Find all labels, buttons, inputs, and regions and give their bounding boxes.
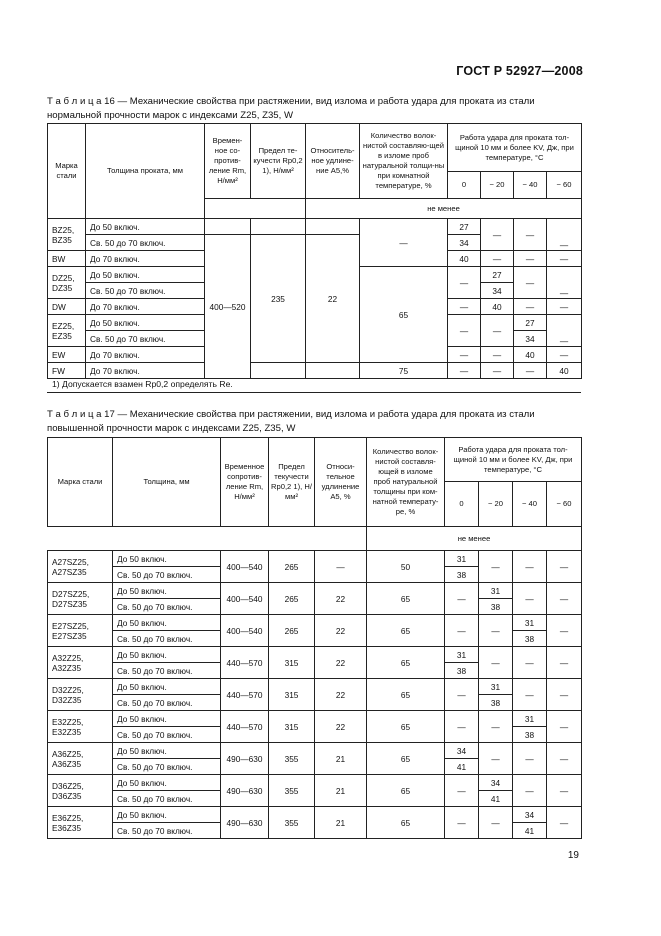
kv-cell: — [513, 551, 547, 583]
kv-cell: — [547, 347, 582, 363]
temp-minus-60: − 60 [547, 482, 582, 527]
table-row [48, 219, 582, 235]
kv-cell: — [547, 299, 582, 315]
kv-cell: 34 [514, 331, 547, 347]
kv-cell: — [547, 219, 582, 251]
tensile-cell: 490—630 [221, 775, 269, 807]
kv-cell: 38 [445, 663, 479, 679]
kv-cell: — [448, 299, 481, 315]
kv-cell: — [547, 583, 582, 615]
fibrous-cell: — [360, 219, 448, 267]
table-row [48, 775, 582, 791]
table-17-caption: Т а б л и ц а 17 — Механические свойства при растяжении, вид излома и работа удара для проката из стали повышенной прочности марок с индексами Z25, Z35, W [47, 409, 535, 434]
kv-cell: 31 [479, 583, 513, 599]
header-grade: Марка стали [48, 438, 113, 527]
kv-cell: 31 [513, 711, 547, 727]
thickness-cell: До 50 включ. [113, 647, 221, 663]
kv-cell: — [547, 775, 582, 807]
thickness-cell: Св. 50 до 70 включ. [86, 331, 205, 347]
tensile-cell: 400—540 [221, 615, 269, 647]
kv-cell: — [481, 363, 514, 379]
kv-cell: — [445, 775, 479, 807]
fibrous-cell: 65 [367, 711, 445, 743]
elongation-cell: 21 [315, 775, 367, 807]
grade-cell: BW [48, 251, 86, 267]
elongation-cell: 21 [315, 743, 367, 775]
temp-minus-20: − 20 [481, 172, 514, 199]
fibrous-cell: 65 [367, 583, 445, 615]
yield-cell: 235 [251, 235, 306, 363]
elongation-cell [306, 219, 360, 235]
kv-cell: — [479, 615, 513, 647]
thickness-cell: До 50 включ. [86, 315, 205, 331]
tensile-cell [205, 219, 251, 235]
fibrous-cell: 65 [367, 775, 445, 807]
elongation-cell: 22 [315, 679, 367, 711]
elongation-cell: 22 [306, 235, 360, 363]
grade-cell: DW [48, 299, 86, 315]
kv-cell: — [547, 711, 582, 743]
kv-cell: — [513, 679, 547, 711]
yield-cell: 355 [269, 743, 315, 775]
grade-cell: DZ25, DZ35 [48, 267, 86, 299]
elongation-cell: 21 [315, 807, 367, 839]
not-less-label: не менее [367, 527, 582, 551]
grade-cell: EZ25, EZ35 [48, 315, 86, 347]
header-elongation: Относитель-ное удлине-ние A5,% [306, 124, 360, 199]
grade-cell: D27SZ25, D27SZ35 [48, 583, 113, 615]
grade-cell: E32Z25, E32Z35 [48, 711, 113, 743]
thickness-cell: Св. 50 до 70 включ. [113, 599, 221, 615]
table-row [48, 363, 582, 379]
tensile-cell: 400—540 [221, 551, 269, 583]
tensile-cell: 490—630 [221, 743, 269, 775]
kv-cell: 27 [448, 219, 481, 235]
header-impact-work: Работа удара для проката тол-щиной 10 мм и более KV, Дж, при температуре, °С [445, 438, 582, 482]
fibrous-cell: 65 [367, 647, 445, 679]
kv-cell: — [445, 583, 479, 615]
kv-cell: — [445, 807, 479, 839]
grade-cell: A32Z25, A32Z35 [48, 647, 113, 679]
kv-cell: — [479, 807, 513, 839]
kv-cell: — [547, 267, 582, 299]
thickness-cell: Св. 50 до 70 включ. [113, 759, 221, 775]
yield-cell [251, 219, 306, 235]
grade-cell: E27SZ25, E27SZ35 [48, 615, 113, 647]
kv-cell: — [481, 219, 514, 251]
kv-cell: — [479, 743, 513, 775]
kv-cell: — [479, 711, 513, 743]
header-thickness: Толщина проката, мм [86, 124, 205, 219]
elongation-cell: 22 [315, 711, 367, 743]
kv-cell: — [481, 315, 514, 347]
table-row [48, 551, 582, 567]
thickness-cell: До 50 включ. [113, 807, 221, 823]
header-impact-work: Работа удара для проката тол-щиной 10 мм и более KV, Дж, при температуре, °С [448, 124, 582, 172]
thickness-cell: До 50 включ. [86, 267, 205, 283]
tensile-cell: 400—540 [221, 583, 269, 615]
tensile-cell: 490—630 [221, 807, 269, 839]
yield-cell: 315 [269, 679, 315, 711]
yield-cell: 315 [269, 647, 315, 679]
kv-cell: 34 [445, 743, 479, 759]
tensile-cell: 440—570 [221, 647, 269, 679]
thickness-cell: До 70 включ. [86, 299, 205, 315]
kv-cell: 34 [481, 283, 514, 299]
elongation-cell: 22 [315, 615, 367, 647]
tensile-cell: 440—570 [221, 711, 269, 743]
fibrous-cell: 65 [367, 615, 445, 647]
fibrous-cell: 65 [367, 807, 445, 839]
kv-cell: — [448, 315, 481, 347]
header-yield-strength: Предел текучести Rp0,2 1), Н/мм² [269, 438, 315, 527]
header-tensile-strength: Времен-ное со-против-ление Rm, Н/мм² [205, 124, 251, 199]
kv-cell: 40 [547, 363, 582, 379]
kv-cell: — [547, 251, 582, 267]
temp-minus-60: − 60 [547, 172, 582, 199]
kv-cell: — [547, 647, 582, 679]
thickness-cell: До 70 включ. [86, 251, 205, 267]
kv-cell: 38 [445, 567, 479, 583]
header-elongation: Относи-тельное удлинение A5, % [315, 438, 367, 527]
kv-cell: 41 [445, 759, 479, 775]
header-grade: Марка стали [48, 124, 86, 219]
kv-cell: — [513, 775, 547, 807]
fibrous-cell: 65 [367, 743, 445, 775]
table-16-bottom-rule [47, 392, 581, 393]
temp-minus-40: − 40 [514, 172, 547, 199]
not-less-label: не менее [306, 199, 582, 219]
thickness-cell: До 50 включ. [113, 551, 221, 567]
thickness-cell: Св. 50 до 70 включ. [86, 235, 205, 251]
table-row [48, 743, 582, 759]
elongation-cell: 22 [315, 583, 367, 615]
thickness-cell: Св. 50 до 70 включ. [113, 823, 221, 839]
thickness-cell: До 50 включ. [113, 615, 221, 631]
kv-cell: — [547, 551, 582, 583]
table-17 [47, 437, 582, 839]
kv-cell: 38 [479, 695, 513, 711]
kv-cell: — [513, 583, 547, 615]
table-16-footnote: 1) Допускается взамен Rp0,2 определять Re. [52, 379, 233, 389]
grade-cell: EW [48, 347, 86, 363]
thickness-cell: До 50 включ. [113, 711, 221, 727]
thickness-cell: До 70 включ. [86, 347, 205, 363]
kv-cell: — [514, 299, 547, 315]
fibrous-cell: 65 [360, 267, 448, 363]
kv-cell: 40 [481, 299, 514, 315]
fibrous-cell: 75 [360, 363, 448, 379]
thickness-cell: Св. 50 до 70 включ. [113, 567, 221, 583]
header-fibrous-fraction: Количество волок-нистой составляю-щей в изломе проб натуральной толщи-ны при комнатной температуре, % [360, 124, 448, 199]
thickness-cell: До 50 включ. [86, 219, 205, 235]
tensile-cell: 440—570 [221, 679, 269, 711]
kv-cell: — [513, 647, 547, 679]
thickness-cell: До 50 включ. [113, 743, 221, 759]
kv-cell: — [481, 251, 514, 267]
kv-cell: — [448, 267, 481, 299]
fibrous-cell: 50 [367, 551, 445, 583]
grade-cell: D32Z25, D32Z35 [48, 679, 113, 711]
kv-cell: — [445, 679, 479, 711]
kv-cell: — [479, 551, 513, 583]
temp-minus-20: − 20 [479, 482, 513, 527]
kv-cell: 31 [513, 615, 547, 631]
kv-cell: 41 [479, 791, 513, 807]
thickness-cell: Св. 50 до 70 включ. [113, 663, 221, 679]
thickness-cell: Св. 50 до 70 включ. [113, 727, 221, 743]
kv-cell: — [481, 347, 514, 363]
kv-cell: — [514, 267, 547, 299]
thickness-cell: До 50 включ. [113, 775, 221, 791]
header-thickness: Толщина, мм [113, 438, 221, 527]
table-row [48, 583, 582, 599]
kv-cell: 40 [514, 347, 547, 363]
header-tensile-strength: Временное сопротив-ление Rm, Н/мм² [221, 438, 269, 527]
yield-cell: 265 [269, 583, 315, 615]
grade-cell: A36Z25, A36Z35 [48, 743, 113, 775]
thickness-cell: Св. 50 до 70 включ. [113, 791, 221, 807]
kv-cell: — [547, 315, 582, 347]
yield-cell: 355 [269, 775, 315, 807]
document-header: ГОСТ Р 52927—2008 [456, 64, 583, 78]
thickness-cell: Св. 50 до 70 включ. [86, 283, 205, 299]
table-row [48, 679, 582, 695]
kv-cell: 41 [513, 823, 547, 839]
kv-cell: — [479, 647, 513, 679]
grade-cell: D36Z25, D36Z35 [48, 775, 113, 807]
fibrous-cell: 65 [367, 679, 445, 711]
kv-cell: — [547, 807, 582, 839]
yield-cell: 355 [269, 807, 315, 839]
kv-cell: — [445, 615, 479, 647]
kv-cell: — [547, 743, 582, 775]
kv-cell: — [513, 743, 547, 775]
elongation-cell: 22 [315, 647, 367, 679]
thickness-cell: Св. 50 до 70 включ. [113, 631, 221, 647]
kv-cell: 34 [513, 807, 547, 823]
yield-cell: 265 [269, 551, 315, 583]
kv-cell: — [445, 711, 479, 743]
kv-cell: 31 [445, 647, 479, 663]
kv-cell: — [448, 347, 481, 363]
kv-cell: — [547, 679, 582, 711]
table-row [48, 615, 582, 631]
header-fibrous-fraction: Количество волок-нистой составля-ющей в изломе проб натуральной толщины при ком-натной температу-ре, % [367, 438, 445, 527]
grade-cell: FW [48, 363, 86, 379]
kv-cell: 38 [513, 631, 547, 647]
yield-cell [251, 363, 306, 379]
grade-cell: E36Z25, E36Z35 [48, 807, 113, 839]
kv-cell: 27 [481, 267, 514, 283]
yield-cell: 265 [269, 615, 315, 647]
elongation-cell [306, 363, 360, 379]
table-16-caption: Т а б л и ц а 16 — Механические свойства при растяжении, вид излома и работа удара для проката из стали нормальной прочности марок с индексами Z25, Z35, W [47, 96, 535, 121]
header-yield-strength: Предел те-кучести Rp0,2 1), Н/мм² [251, 124, 306, 199]
kv-cell: 38 [513, 727, 547, 743]
grade-cell: A27SZ25, A27SZ35 [48, 551, 113, 583]
yield-cell: 315 [269, 711, 315, 743]
tensile-cell: 400—520 [205, 235, 251, 379]
kv-cell: 34 [448, 235, 481, 251]
thickness-cell: До 50 включ. [113, 583, 221, 599]
grade-cell: BZ25, BZ35 [48, 219, 86, 251]
thickness-cell: Св. 50 до 70 включ. [113, 695, 221, 711]
table-row [48, 711, 582, 727]
elongation-cell: — [315, 551, 367, 583]
table-16 [47, 123, 582, 379]
kv-cell: — [547, 615, 582, 647]
thickness-cell: До 70 включ. [86, 363, 205, 379]
table-row [48, 647, 582, 663]
kv-cell: 38 [479, 599, 513, 615]
temp-0: 0 [448, 172, 481, 199]
temp-minus-40: − 40 [513, 482, 547, 527]
page-number: 19 [567, 850, 579, 861]
kv-cell: 27 [514, 315, 547, 331]
kv-cell: — [514, 219, 547, 251]
kv-cell: — [514, 251, 547, 267]
kv-cell: 40 [448, 251, 481, 267]
kv-cell: — [448, 363, 481, 379]
kv-cell: 31 [479, 679, 513, 695]
kv-cell: 31 [445, 551, 479, 567]
temp-0: 0 [445, 482, 479, 527]
table-row [48, 807, 582, 823]
kv-cell: 34 [479, 775, 513, 791]
thickness-cell: До 50 включ. [113, 679, 221, 695]
kv-cell: — [514, 363, 547, 379]
